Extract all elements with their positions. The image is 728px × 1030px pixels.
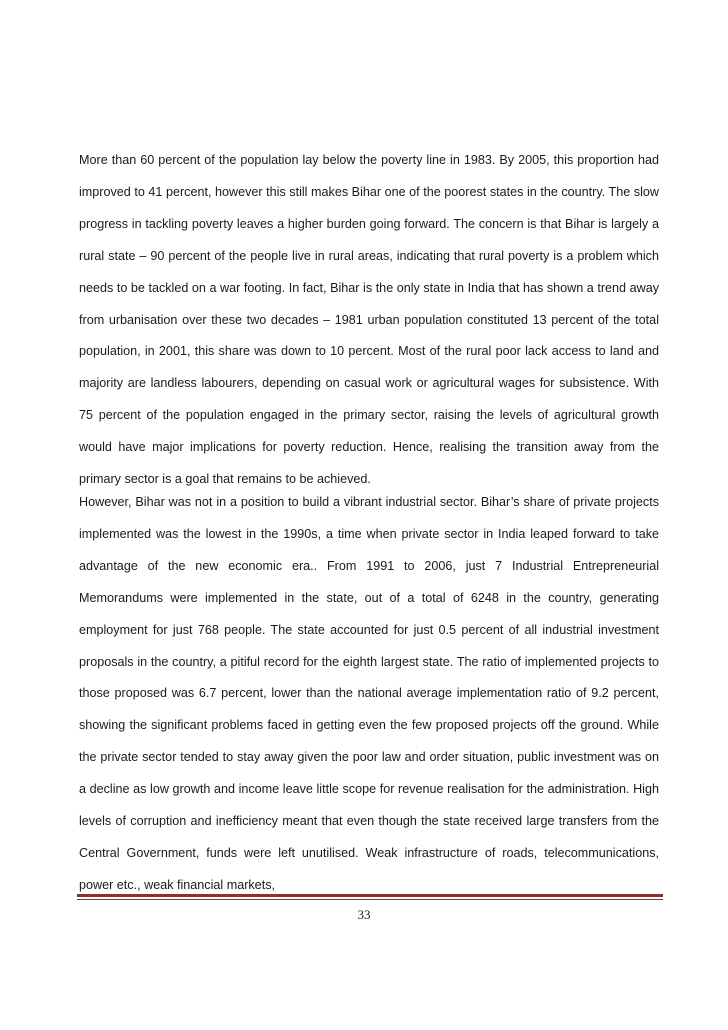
- body-paragraph-industrial-sector: However, Bihar was not in a position to build a vibrant industrial sector. Bihar’s share of private projects implemented was the lowest in the 1990s, a time when private sector in India leaped forward to take advantage of the new economic era.. From 1991 to 2006, just 7 Industrial Entrepreneurial Memorandums were implemented in the state, out of a total of 6248 in the country, generating employment for just 768 people. The state accounted for just 0.5 percent of all industrial investment proposals in the country, a pitiful record for the eighth largest state. The ratio of implemented projects to those proposed was 6.7 percent, lower than the national average implementation ratio of 9.2 percent, showing the significant problems faced in getting even the few proposed projects off the ground. While the private sector tended to stay away given the poor law and order situation, public investment was on a decline as low growth and income leave little scope for revenue realisation for the administration. High levels of corruption and inefficiency meant that even though the state received large transfers from the Central Government, funds were left unutilised. Weak infrastructure of roads, telecommunications, power etc., weak financial markets,: [79, 495, 659, 892]
- footer-rule-thin: [77, 899, 663, 900]
- page-number: 33: [357, 907, 371, 922]
- body-paragraph-poverty: More than 60 percent of the population lay below the poverty line in 1983. By 2005, this proportion had improved to 41 percent, however this still makes Bihar one of the poorest states in the country. The slow progress in tackling poverty leaves a higher burden going forward. The concern is that Bihar is largely a rural state – 90 percent of the people live in rural areas, indicating that rural poverty is a problem which needs to be tackled on a war footing. In fact, Bihar is the only state in India that has shown a trend away from urbanisation over these two decades – 1981 urban population constituted 13 percent of the total population, in 2001, this share was down to 10 percent. Most of the rural poor lack access to land and majority are landless labourers, depending on casual work or agricultural wages for subsistence. With 75 percent of the population engaged in the primary sector, raising the levels of agricultural growth would have major implications for poverty reduction. Hence, realising the transition away from the primary sector is a goal that remains to be achieved.: [79, 153, 659, 487]
- footer-rule-thick: [77, 894, 663, 897]
